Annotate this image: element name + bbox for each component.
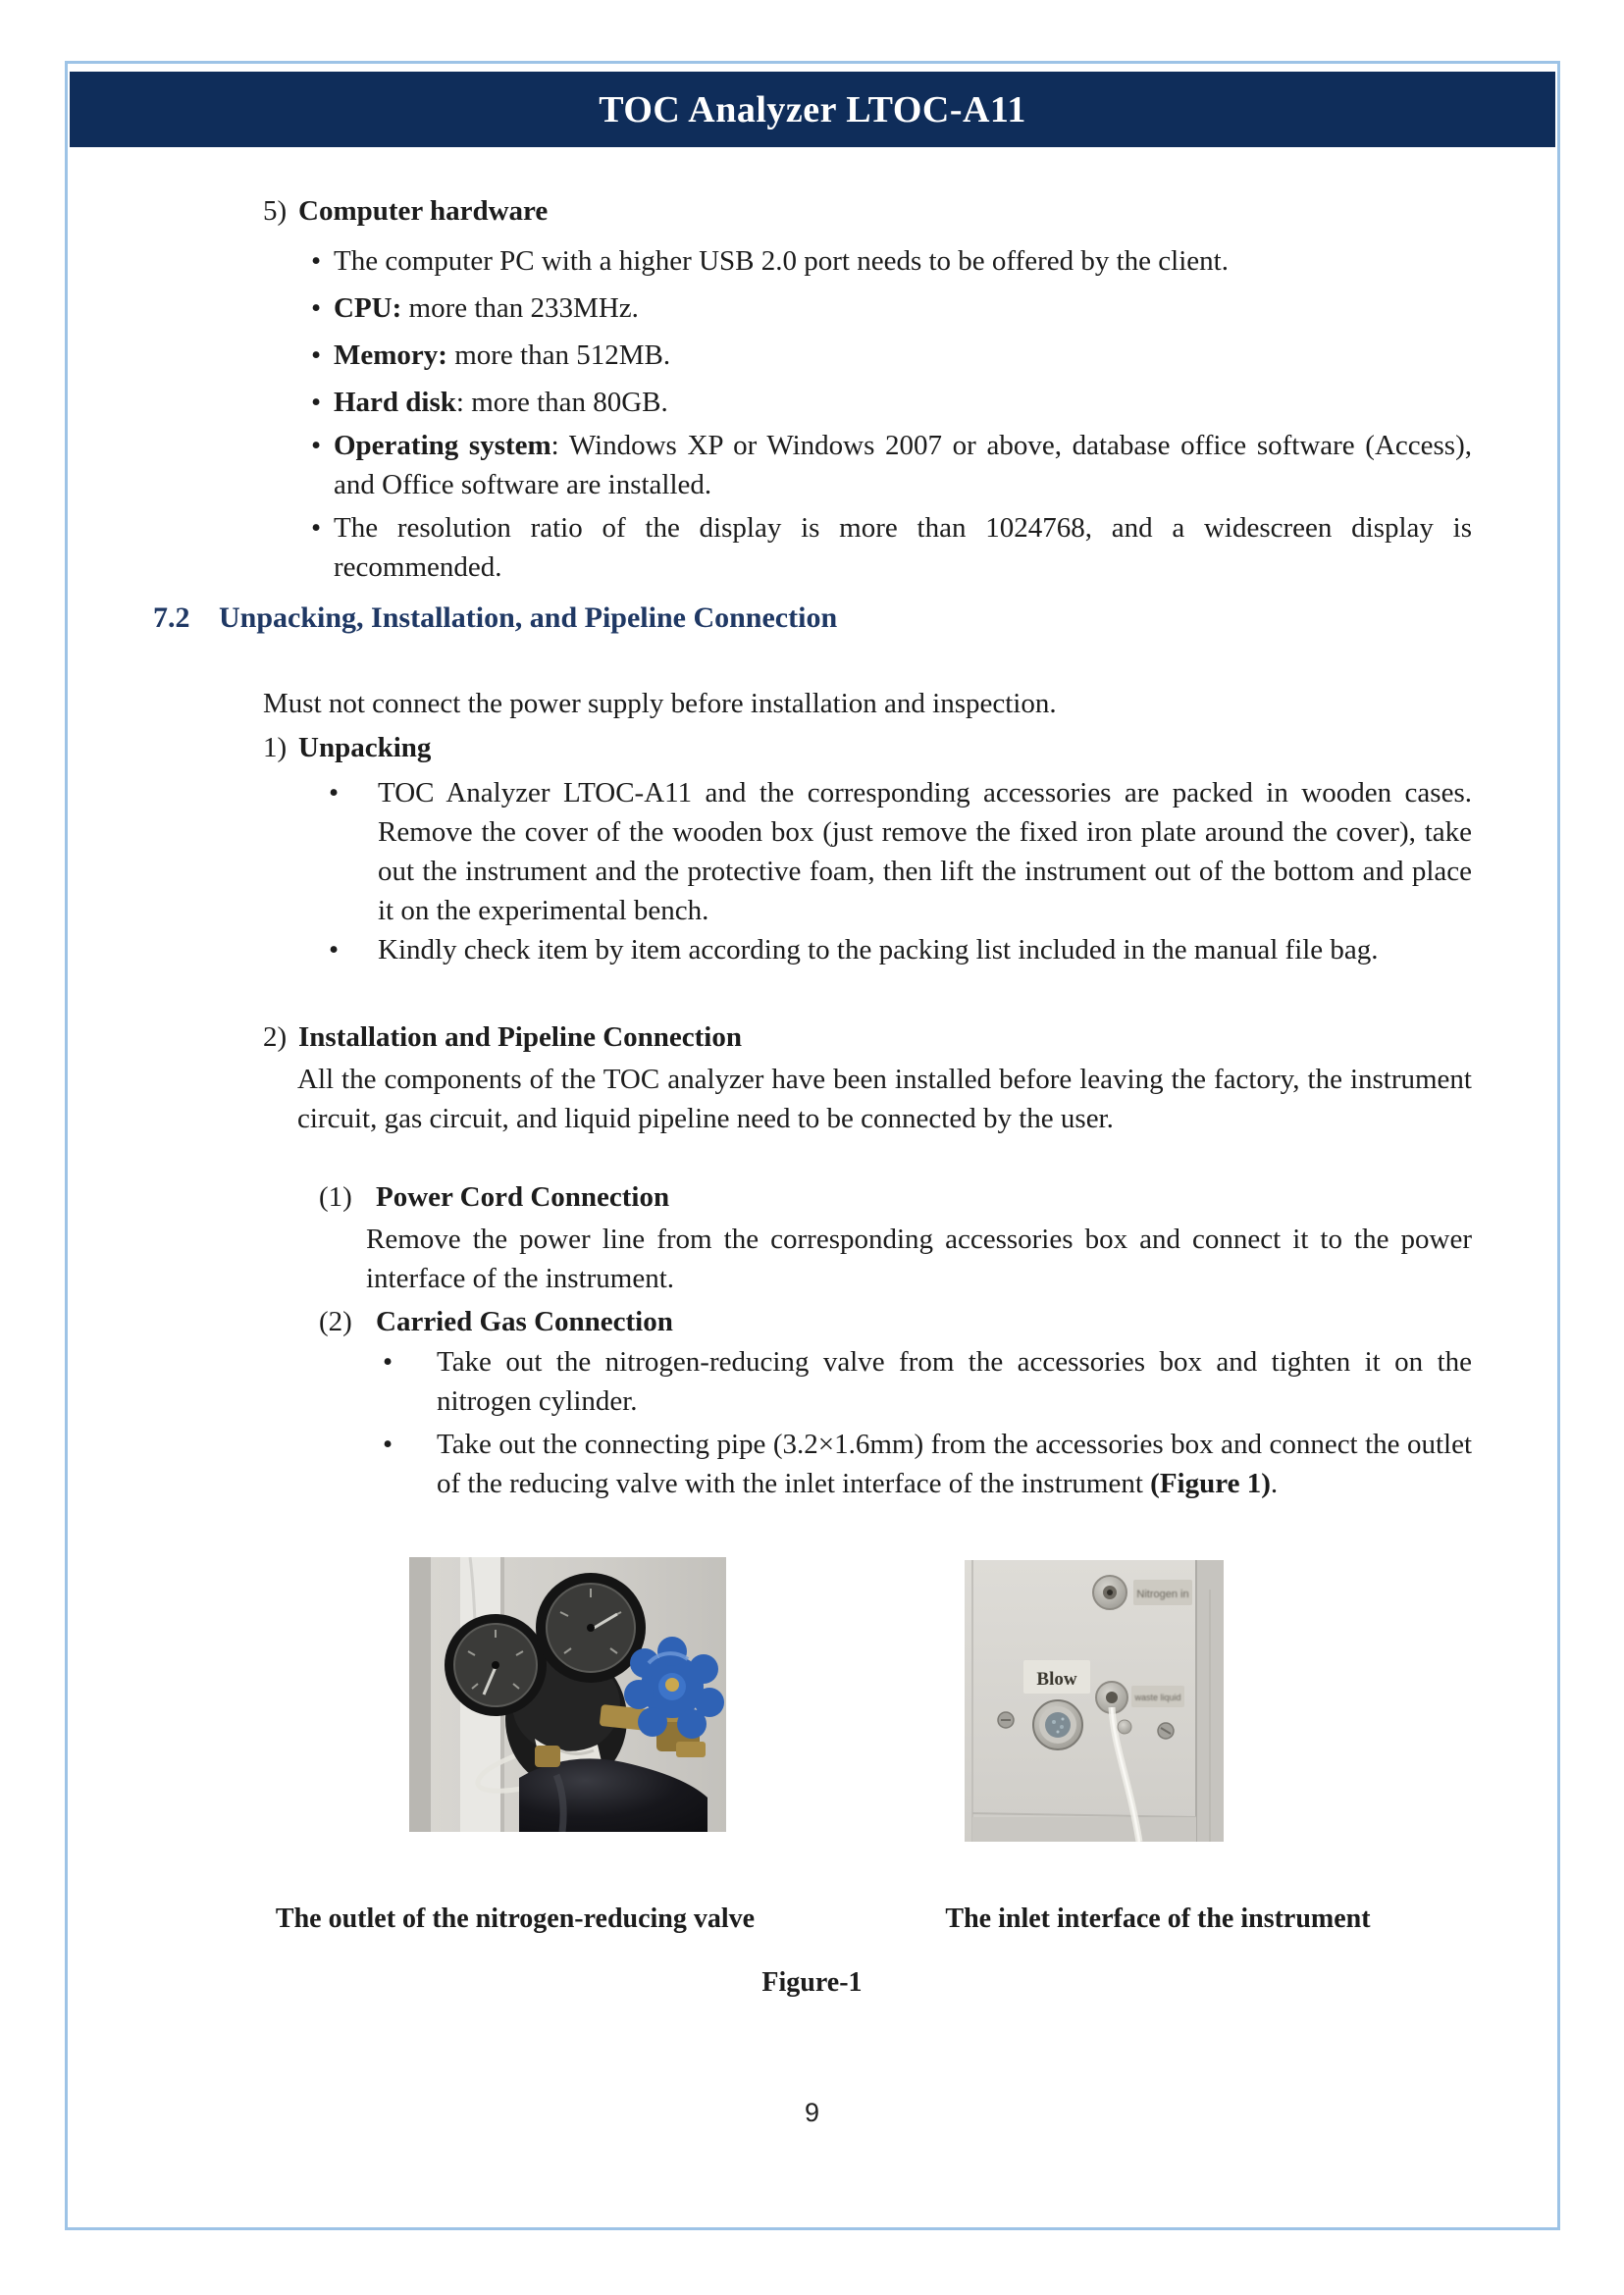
- bullet-text: [334, 383, 668, 422]
- bullet-rest: The computer PC with a higher USB 2.0 port needs to be offered by the client.: [334, 245, 1229, 277]
- blow-label-text: Blow: [1036, 1669, 1077, 1690]
- bullet-item: [329, 930, 1472, 969]
- bullet-item: [383, 1425, 1472, 1503]
- section-number: 7.2: [153, 601, 190, 634]
- list-number: 5): [263, 195, 288, 227]
- bullet-rest: more than 512MB.: [446, 339, 671, 371]
- bullet-text: TOC Analyzer LTOC-A11 and the corresponding accessories are packed in wooden cases. Remove the cover of the wooden box (just remove the fixed iron plate around the cover), take out the instrument and the protective foam, then lift the instrument out of the bottom and place it on the experimental bench.: [378, 777, 1472, 926]
- item1-heading: [263, 728, 1480, 767]
- bullet-bold: Hard disk: [334, 387, 456, 418]
- bullet-icon: •: [383, 1429, 393, 1460]
- bullet-bold: Memory:: [334, 339, 447, 371]
- bullet-text: [437, 1342, 1472, 1421]
- bullet-icon: •: [329, 934, 340, 965]
- item2-title: Installation and Pipeline Connection: [298, 1021, 742, 1053]
- bullet-rest: Take out the nitrogen-reducing valve from the accessories box and tighten it on the nitrogen cylinder.: [437, 1346, 1472, 1417]
- photo-nitrogen-reducing-valve: [409, 1557, 726, 1832]
- item2-heading: [263, 1017, 1480, 1057]
- intro-paragraph: Must not connect the power supply before installation and inspection.: [263, 688, 1057, 719]
- item2-paragraph: All the components of the TOC analyzer have been installed before leaving the factory, the instrument circuit, gas circuit, and liquid pipeline need to be connected by the user.: [297, 1064, 1472, 1134]
- bullet-rest: The resolution ratio of the display is more than 1024768, and a widescreen display is recommended.: [334, 512, 1472, 583]
- bullet-item: [311, 241, 1472, 281]
- right-photo-caption: The inlet interface of the instrument: [945, 1904, 1371, 1934]
- bullet-icon: •: [329, 777, 340, 808]
- bullet-item: [311, 383, 1472, 422]
- bullet-rest: .: [1270, 1468, 1279, 1499]
- list-number: (2): [319, 1306, 352, 1337]
- bullet-bold: Operating system: [334, 430, 551, 461]
- bullet-icon: •: [383, 1346, 393, 1378]
- bullet-item: [329, 773, 1472, 930]
- bullet-item: [311, 288, 1472, 328]
- bullet-text: [437, 1425, 1472, 1503]
- item1-title: Unpacking: [298, 732, 432, 763]
- sub2-heading: [319, 1302, 1477, 1341]
- bullet-rest: : more than 80GB.: [455, 387, 668, 418]
- section5-title: Computer hardware: [298, 195, 549, 227]
- sub1-paragraph: Remove the power line from the corresponding accessories box and connect it to the power interface of the instrument.: [366, 1224, 1472, 1294]
- header-bar: [70, 72, 1555, 147]
- bullet-icon: •: [311, 245, 322, 277]
- bullet-text: [334, 241, 1229, 281]
- list-number: 2): [263, 1021, 288, 1053]
- section5-heading: [263, 191, 1480, 231]
- section72-title: Unpacking, Installation, and Pipeline Connection: [219, 601, 838, 634]
- sub1-heading: [319, 1177, 1477, 1217]
- page-title: TOC Analyzer LTOC-A11: [599, 88, 1026, 130]
- bullet-text: [334, 336, 670, 375]
- bullet-icon: •: [311, 512, 322, 544]
- figure-label: Figure-1: [761, 1967, 863, 1998]
- list-number: 1): [263, 732, 288, 763]
- waste-liquid-label-text: waste liquid: [1134, 1693, 1181, 1702]
- bullet-text: [334, 508, 1472, 587]
- bullet-icon: •: [311, 387, 322, 418]
- bullet-rest: more than 233MHz.: [401, 292, 639, 324]
- bullet-item: [311, 336, 1472, 375]
- sub1-title: Power Cord Connection: [376, 1181, 670, 1213]
- photo-instrument-inlet-panel: [965, 1560, 1224, 1842]
- sub2-title: Carried Gas Connection: [376, 1306, 673, 1337]
- bullet-text: [334, 426, 1472, 504]
- bullet-icon: •: [311, 339, 322, 371]
- bullet-item: [311, 426, 1472, 504]
- section72-heading: [153, 599, 1478, 638]
- bullet-rest: Take out the connecting pipe (3.2×1.6mm) from the accessories box and connect the outlet of the reducing valve with the inlet interface of the instrument: [437, 1429, 1472, 1499]
- bullet-text: [334, 288, 639, 328]
- bullet-item: [383, 1342, 1472, 1421]
- left-photo-caption: The outlet of the nitrogen-reducing valve: [275, 1904, 756, 1934]
- bullet-icon: •: [311, 430, 322, 461]
- page-number: 9: [804, 2098, 820, 2127]
- bullet-bold: CPU:: [334, 292, 402, 324]
- figure-reference: (Figure 1): [1150, 1468, 1271, 1499]
- bullet-rest: : Windows XP or Windows 2007 or above, database office software (Access), and Office software are installed.: [334, 430, 1472, 500]
- bullet-icon: •: [311, 292, 322, 324]
- bullet-text: Kindly check item by item according to the packing list included in the manual file bag.: [378, 934, 1379, 965]
- bullet-item: [311, 508, 1472, 587]
- list-number: (1): [319, 1181, 352, 1213]
- nitrogen-in-label-text: Nitrogen in: [1136, 1589, 1189, 1600]
